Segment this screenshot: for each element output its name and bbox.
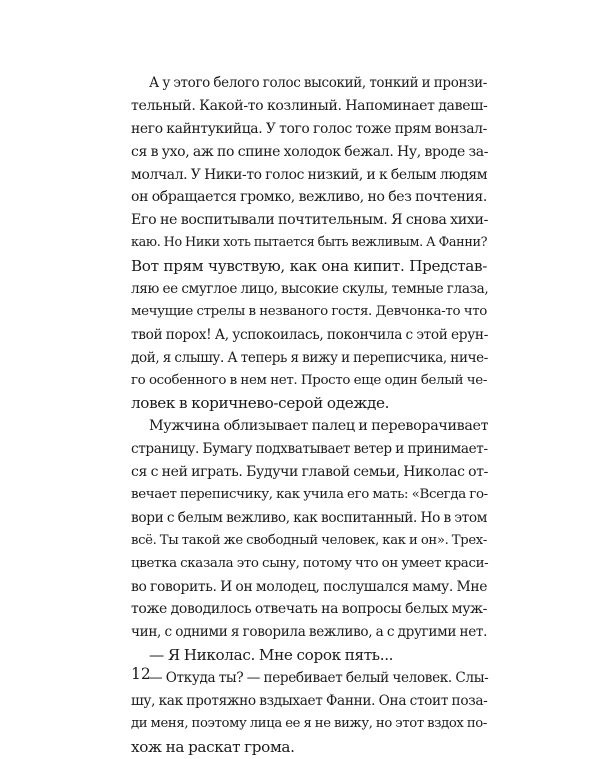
text-line: всё. Ты такой же свободный человек, как и он». Трех- <box>131 532 487 548</box>
text-line: ся в ухо, аж по спине холодок бежал. Ну, вроде за- <box>131 143 489 160</box>
text-line: молчал. У Ники-то голос низкий, и к белым людям <box>131 166 488 183</box>
text-line: А у этого белого голос высокий, тонкий и пронзи- <box>149 75 488 91</box>
text-line: вори с белым вежливо, как воспитанный. Но в этом <box>131 509 488 526</box>
text-line: мечущие стрелы в незваного гостя. Девчонка-то что <box>131 303 487 319</box>
text-line: тоже доводилось отвечать на вопросы белых муж- <box>131 601 487 618</box>
text-line: страницу. Бумагу подхватывает ветер и принимает- <box>131 441 488 458</box>
page-number: 12 <box>131 665 151 683</box>
text-line: дой, я слышу. А теперь я вижу и переписчика, ниче- <box>131 349 489 366</box>
text-line: он обращается громко, вежливо, но без почтения. <box>131 189 487 206</box>
text-line: твой порох! А, успокоилась, покончила с этой ерун- <box>131 326 488 343</box>
text-line: шу, как протяжно вздыхает Фанни. Она стоит поза- <box>131 693 488 710</box>
text-line: го особенного в нем нет. Просто еще один белый че- <box>131 372 487 388</box>
text-line: Вот прям чувствую, как она кипит. Представ- <box>131 257 487 276</box>
text-line: ся с ней играть. Будучи главой семьи, Николас от- <box>131 464 489 481</box>
text-line: — Откуда ты? — перебивает белый человек. Слы- <box>149 670 489 687</box>
text-line: — Я Николас. Мне сорок пять... <box>149 646 394 665</box>
text-line: тельный. Какой-то козлиный. Напоминает давеш- <box>131 97 488 114</box>
text-line: каю. Но Ники хоть пытается быть вежливым. А Фанни? <box>131 235 488 251</box>
text-line: цветка сказала это сыну, потому что он умеет краси- <box>131 555 489 571</box>
text-line: во говорить. И он молодец, послушался маму. Мне <box>131 578 488 595</box>
text-line: вечает переписчику, как учила его мать: «Всегда го- <box>131 487 488 503</box>
text-line: него кайнтукийца. У того голос тоже прям вонзал- <box>131 120 487 137</box>
text-line: ловек в коричнево-серой одежде. <box>131 394 390 413</box>
text-line: чин, с одними я говорила вежливо, а с другими нет. <box>131 624 488 641</box>
text-line: хож на раскат грома. <box>131 737 295 756</box>
text-line: Мужчина облизывает палец и переворачивает <box>149 418 489 435</box>
text-line: ляю ее смуглое лицо, высокие скулы, темные глаза, <box>131 281 489 298</box>
body-text <box>131 72 487 759</box>
text-line: ди меня, поэтому лица ее я не вижу, но этот вздох по- <box>131 715 487 731</box>
text-line: Его не воспитывали почтительным. Я снова хихи- <box>131 212 489 229</box>
